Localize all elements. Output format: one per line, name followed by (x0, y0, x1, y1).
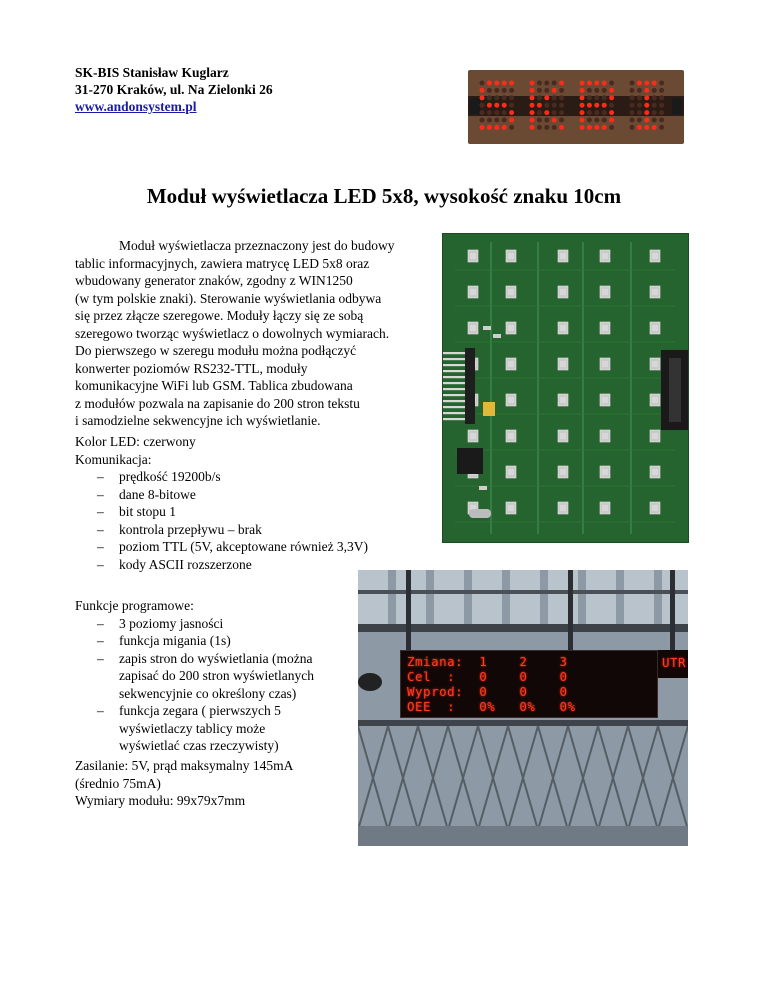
led-dot (530, 81, 535, 86)
specs-section (75, 433, 445, 573)
dimensions-line: Wymiary modułu: 99x79x7mm (75, 793, 246, 808)
list-item: – bit stopu 1 (75, 503, 445, 521)
pcb-svg (443, 234, 688, 542)
power-line: (średnio 75mA) (75, 775, 161, 791)
led-dot (559, 81, 564, 86)
led-dot (637, 110, 642, 115)
led-dot (602, 125, 607, 130)
led-dot (594, 95, 599, 100)
led-dot (602, 118, 607, 123)
led-dot (487, 110, 492, 115)
intro-line: tablic informacyjnych, zawiera matrycę LED 5x8 oraz (75, 255, 370, 271)
led-dot (552, 110, 557, 115)
header-pin (443, 418, 465, 420)
led-chip (508, 253, 514, 259)
led-dot (487, 103, 492, 108)
roof-panel (624, 570, 654, 630)
list-item-text: zapisać do 200 stron wyświetlanych (119, 668, 314, 683)
header-pin (443, 412, 465, 414)
list-item (75, 650, 375, 703)
led-dot (644, 125, 649, 130)
led-dot (502, 110, 507, 115)
header-pin (443, 382, 465, 384)
led-dot (659, 118, 664, 123)
led-dot (602, 103, 607, 108)
led-chip (560, 325, 566, 331)
led-dot (637, 88, 642, 93)
led-dot (559, 110, 564, 115)
functions-label: Funkcje programowe: (75, 598, 194, 613)
resistor (479, 486, 487, 490)
resistor (483, 326, 491, 330)
led-display-board (400, 650, 658, 718)
led-dot (559, 118, 564, 123)
list-item-text: 3 poziomy jasności (119, 615, 224, 631)
led-chip (560, 469, 566, 475)
led-dot (587, 95, 592, 100)
led-dot (594, 110, 599, 115)
led-chip (560, 361, 566, 367)
header-pin (443, 364, 465, 366)
led-dot (637, 118, 642, 123)
led-dot (602, 81, 607, 86)
led-dot (509, 103, 514, 108)
led-dot (494, 118, 499, 123)
led-dot (544, 103, 549, 108)
led-dot (644, 88, 649, 93)
intro-line: i samodzielne sekwencyjne ich wyświetlanie. (75, 413, 321, 428)
support-post (406, 570, 411, 650)
led-dot (537, 88, 542, 93)
led-chip (508, 469, 514, 475)
led-dot (637, 103, 642, 108)
list-item (75, 615, 375, 633)
led-chip (560, 505, 566, 511)
led-dot (652, 81, 657, 86)
led-chip (602, 361, 608, 367)
led-dot (580, 88, 585, 93)
list-item: – dane 8-bitowe (75, 486, 445, 504)
led-dot (494, 81, 499, 86)
led-dot (659, 88, 664, 93)
led-dot (652, 103, 657, 108)
led-chip (508, 325, 514, 331)
led-dot (659, 110, 664, 115)
led-dot (487, 95, 492, 100)
led-dot (644, 110, 649, 115)
display-row: Zmiana: 1 2 3 (407, 654, 568, 669)
led-chip (508, 397, 514, 403)
led-chip (602, 469, 608, 475)
led-dot (587, 125, 592, 130)
header-pin (443, 376, 465, 378)
led-chip (470, 433, 476, 439)
led-dot (544, 95, 549, 100)
led-dot (544, 118, 549, 123)
led-dot (509, 95, 514, 100)
list-item: – kody ASCII rozszerzone (75, 556, 445, 574)
led-dot (509, 88, 514, 93)
led-chip (602, 397, 608, 403)
list-item: – prędkość 19200b/s (75, 468, 445, 486)
list-item-text: – zapis stron do wyświetlania (można (119, 650, 313, 666)
led-chip (602, 253, 608, 259)
led-dot (652, 110, 657, 115)
led-dot (480, 81, 485, 86)
led-dot (580, 103, 585, 108)
led-dot (502, 125, 507, 130)
led-dot (537, 81, 542, 86)
led-dot (594, 118, 599, 123)
display-row: Cel : 0 0 0 (407, 669, 568, 684)
led-chip (602, 433, 608, 439)
led-dot (587, 81, 592, 86)
power-line: Zasilanie: 5V, prąd maksymalny 145mA (75, 758, 294, 773)
functions-section (75, 597, 375, 755)
led-chip (652, 433, 658, 439)
led-dot (502, 103, 507, 108)
led-dot (609, 125, 614, 130)
led-matrix-svg (468, 70, 684, 144)
led-dot (537, 125, 542, 130)
led-dot (644, 103, 649, 108)
led-dot (587, 103, 592, 108)
led-dot (609, 88, 614, 93)
led-dot (552, 103, 557, 108)
led-dot (652, 88, 657, 93)
header-pin (443, 400, 465, 402)
led-dot (587, 110, 592, 115)
header-pin (443, 394, 465, 396)
led-dot (630, 118, 635, 123)
led-logo-image (468, 70, 684, 144)
led-dot (530, 95, 535, 100)
led-dot (559, 103, 564, 108)
led-dot (480, 88, 485, 93)
led-dot (659, 125, 664, 130)
led-color-line: Kolor LED: czerwony (75, 434, 196, 449)
led-dot (609, 103, 614, 108)
led-dot (552, 125, 557, 130)
list-item (75, 632, 375, 650)
list-item: – poziom TTL (5V, akceptowane również 3,3V) (75, 538, 445, 556)
list-item-text: funkcja migania (1s) (119, 633, 231, 648)
led-dot (494, 103, 499, 108)
intro-line: konwerter poziomów RS232-TTL, moduły (75, 360, 308, 376)
list-item (75, 702, 375, 755)
led-dot (644, 118, 649, 123)
led-dot (487, 81, 492, 86)
intro-line: komunikacyjne WiFi lub GSM. Tablica zbudowana (75, 378, 353, 393)
power-section (75, 757, 375, 810)
led-chip (652, 253, 658, 259)
crystal (469, 509, 491, 518)
header-pin (443, 406, 465, 408)
lower-area (358, 826, 688, 846)
station-display-photo (358, 570, 688, 846)
led-chip (652, 469, 658, 475)
led-dot (537, 103, 542, 108)
led-dot (552, 81, 557, 86)
led-dot (609, 95, 614, 100)
led-dot (487, 118, 492, 123)
led-dot (537, 95, 542, 100)
led-chip (652, 289, 658, 295)
led-dot (602, 88, 607, 93)
led-dot (552, 88, 557, 93)
display-row: OEE : 0% 0% 0% (407, 699, 576, 714)
led-dot (480, 118, 485, 123)
led-chip (560, 397, 566, 403)
capacitor (483, 402, 495, 416)
led-dot (580, 95, 585, 100)
led-display-board-side (658, 650, 688, 678)
led-dot (530, 103, 535, 108)
led-chip (560, 433, 566, 439)
led-dot (552, 95, 557, 100)
led-chip (560, 289, 566, 295)
led-dot (659, 103, 664, 108)
company-name: SK-BIS Stanisław Kuglarz (75, 65, 229, 80)
led-dot (544, 110, 549, 115)
led-dot (580, 81, 585, 86)
led-dot (630, 95, 635, 100)
company-website-link[interactable]: www.andonsystem.pl (75, 99, 197, 114)
led-dot (644, 81, 649, 86)
led-chip (602, 325, 608, 331)
intro-first-line: Moduł wyświetlacza przeznaczony jest do budowy (119, 238, 395, 253)
led-dot (487, 125, 492, 130)
led-dot (537, 118, 542, 123)
led-dot (494, 95, 499, 100)
communication-label: Komunikacja: (75, 451, 152, 467)
intro-line: wbudowany generator znaków, zgodny z WIN1250 (75, 273, 353, 288)
led-chip (602, 289, 608, 295)
led-dot (594, 88, 599, 93)
led-dot (544, 88, 549, 93)
led-dot (509, 125, 514, 130)
led-dot (587, 88, 592, 93)
roof-panel (548, 570, 578, 630)
led-dot (609, 118, 614, 123)
led-dot (659, 81, 664, 86)
led-dot (494, 88, 499, 93)
page-title: Moduł wyświetlacza LED 5x8, wysokość znaku 10cm (146, 184, 622, 208)
led-dot (530, 110, 535, 115)
led-dot (552, 118, 557, 123)
led-dot (652, 118, 657, 123)
support-post (568, 570, 573, 650)
roof-panel (358, 570, 388, 630)
intro-line: Do pierwszego w szeregu modułu można podłączyć (75, 343, 357, 358)
led-dot (594, 103, 599, 108)
intro-line: z modułów pozwala na zapisanie do 200 stron tekstu (75, 395, 360, 411)
led-dot (502, 88, 507, 93)
support-post (670, 570, 675, 650)
led-dot (594, 81, 599, 86)
led-chip (508, 289, 514, 295)
led-dot (637, 95, 642, 100)
led-dot (630, 125, 635, 130)
led-dot (602, 110, 607, 115)
list-item-text: – funkcja zegara ( pierwszych 5 (119, 703, 281, 718)
roof-panel (472, 570, 502, 630)
led-dot (494, 125, 499, 130)
led-chip (470, 253, 476, 259)
microcontroller (457, 448, 483, 474)
led-dot (637, 81, 642, 86)
list-item-text: sekwencyjnie co określony czas) (119, 685, 297, 701)
led-dot (587, 118, 592, 123)
led-dot (480, 110, 485, 115)
display-side-text: UTR (662, 655, 687, 670)
roof-panel (434, 570, 464, 630)
led-dot (637, 125, 642, 130)
led-dot (502, 95, 507, 100)
pin-header (465, 348, 475, 424)
led-dot (644, 95, 649, 100)
truss-beam (358, 720, 688, 726)
led-dot (580, 125, 585, 130)
connector-slot (669, 358, 681, 422)
led-dot (480, 125, 485, 130)
led-dot (480, 103, 485, 108)
led-dot (652, 95, 657, 100)
led-dot (580, 110, 585, 115)
communication-list (75, 468, 445, 573)
led-chip (470, 325, 476, 331)
header-pin (443, 388, 465, 390)
led-dot (659, 95, 664, 100)
intro-line: szeregowo tworząc wyświetlacz o dowolnych wymiarach. (75, 325, 390, 341)
led-chip (470, 289, 476, 295)
led-chip (560, 253, 566, 259)
led-dot (559, 95, 564, 100)
led-dot (530, 125, 535, 130)
led-chip (652, 361, 658, 367)
led-dot (530, 88, 535, 93)
led-dot (559, 88, 564, 93)
led-dot (509, 110, 514, 115)
led-dot (609, 81, 614, 86)
led-dot (652, 125, 657, 130)
led-dot (530, 118, 535, 123)
header-pin (443, 370, 465, 372)
intro-paragraph (75, 237, 445, 430)
led-dot (494, 110, 499, 115)
led-dot (509, 118, 514, 123)
led-dot (480, 95, 485, 100)
led-dot (502, 118, 507, 123)
led-chip (508, 361, 514, 367)
led-chip (602, 505, 608, 511)
company-header (75, 64, 273, 115)
intro-line: (w tym polskie znaki). Sterowanie wyświetlania odbywa (75, 290, 382, 306)
resistor (493, 334, 501, 338)
display-row: Wyprod: 0 0 0 (407, 684, 568, 699)
roof-panel (586, 570, 616, 630)
led-chip (652, 397, 658, 403)
led-chip (652, 505, 658, 511)
led-dot (559, 125, 564, 130)
list-item-text: wyświetlaczy tablicy może (119, 720, 266, 736)
led-dot (630, 88, 635, 93)
led-chip (652, 325, 658, 331)
lamp (358, 673, 382, 691)
pcb-module-image (442, 233, 689, 543)
list-item: – kontrola przepływu – brak (75, 521, 445, 539)
led-dot (544, 81, 549, 86)
led-dot (537, 110, 542, 115)
led-dot (509, 81, 514, 86)
roof-panel (510, 570, 540, 630)
list-item-text: wyświetlać czas rzeczywisty) (119, 738, 279, 753)
led-dot (594, 125, 599, 130)
led-dot (630, 110, 635, 115)
led-dot (580, 118, 585, 123)
led-dot (630, 81, 635, 86)
intro-line: się przez złącze szeregowe. Moduły łączy się ze sobą (75, 308, 364, 323)
led-dot (602, 95, 607, 100)
functions-list (75, 615, 375, 755)
led-dot (487, 88, 492, 93)
led-dot (502, 81, 507, 86)
led-dot (630, 103, 635, 108)
led-chip (508, 505, 514, 511)
company-address: 31-270 Kraków, ul. Na Zielonki 26 (75, 82, 273, 97)
led-dot (544, 125, 549, 130)
header-pin (443, 358, 465, 360)
led-chip (508, 433, 514, 439)
header-pin (443, 352, 465, 354)
led-dot (609, 110, 614, 115)
